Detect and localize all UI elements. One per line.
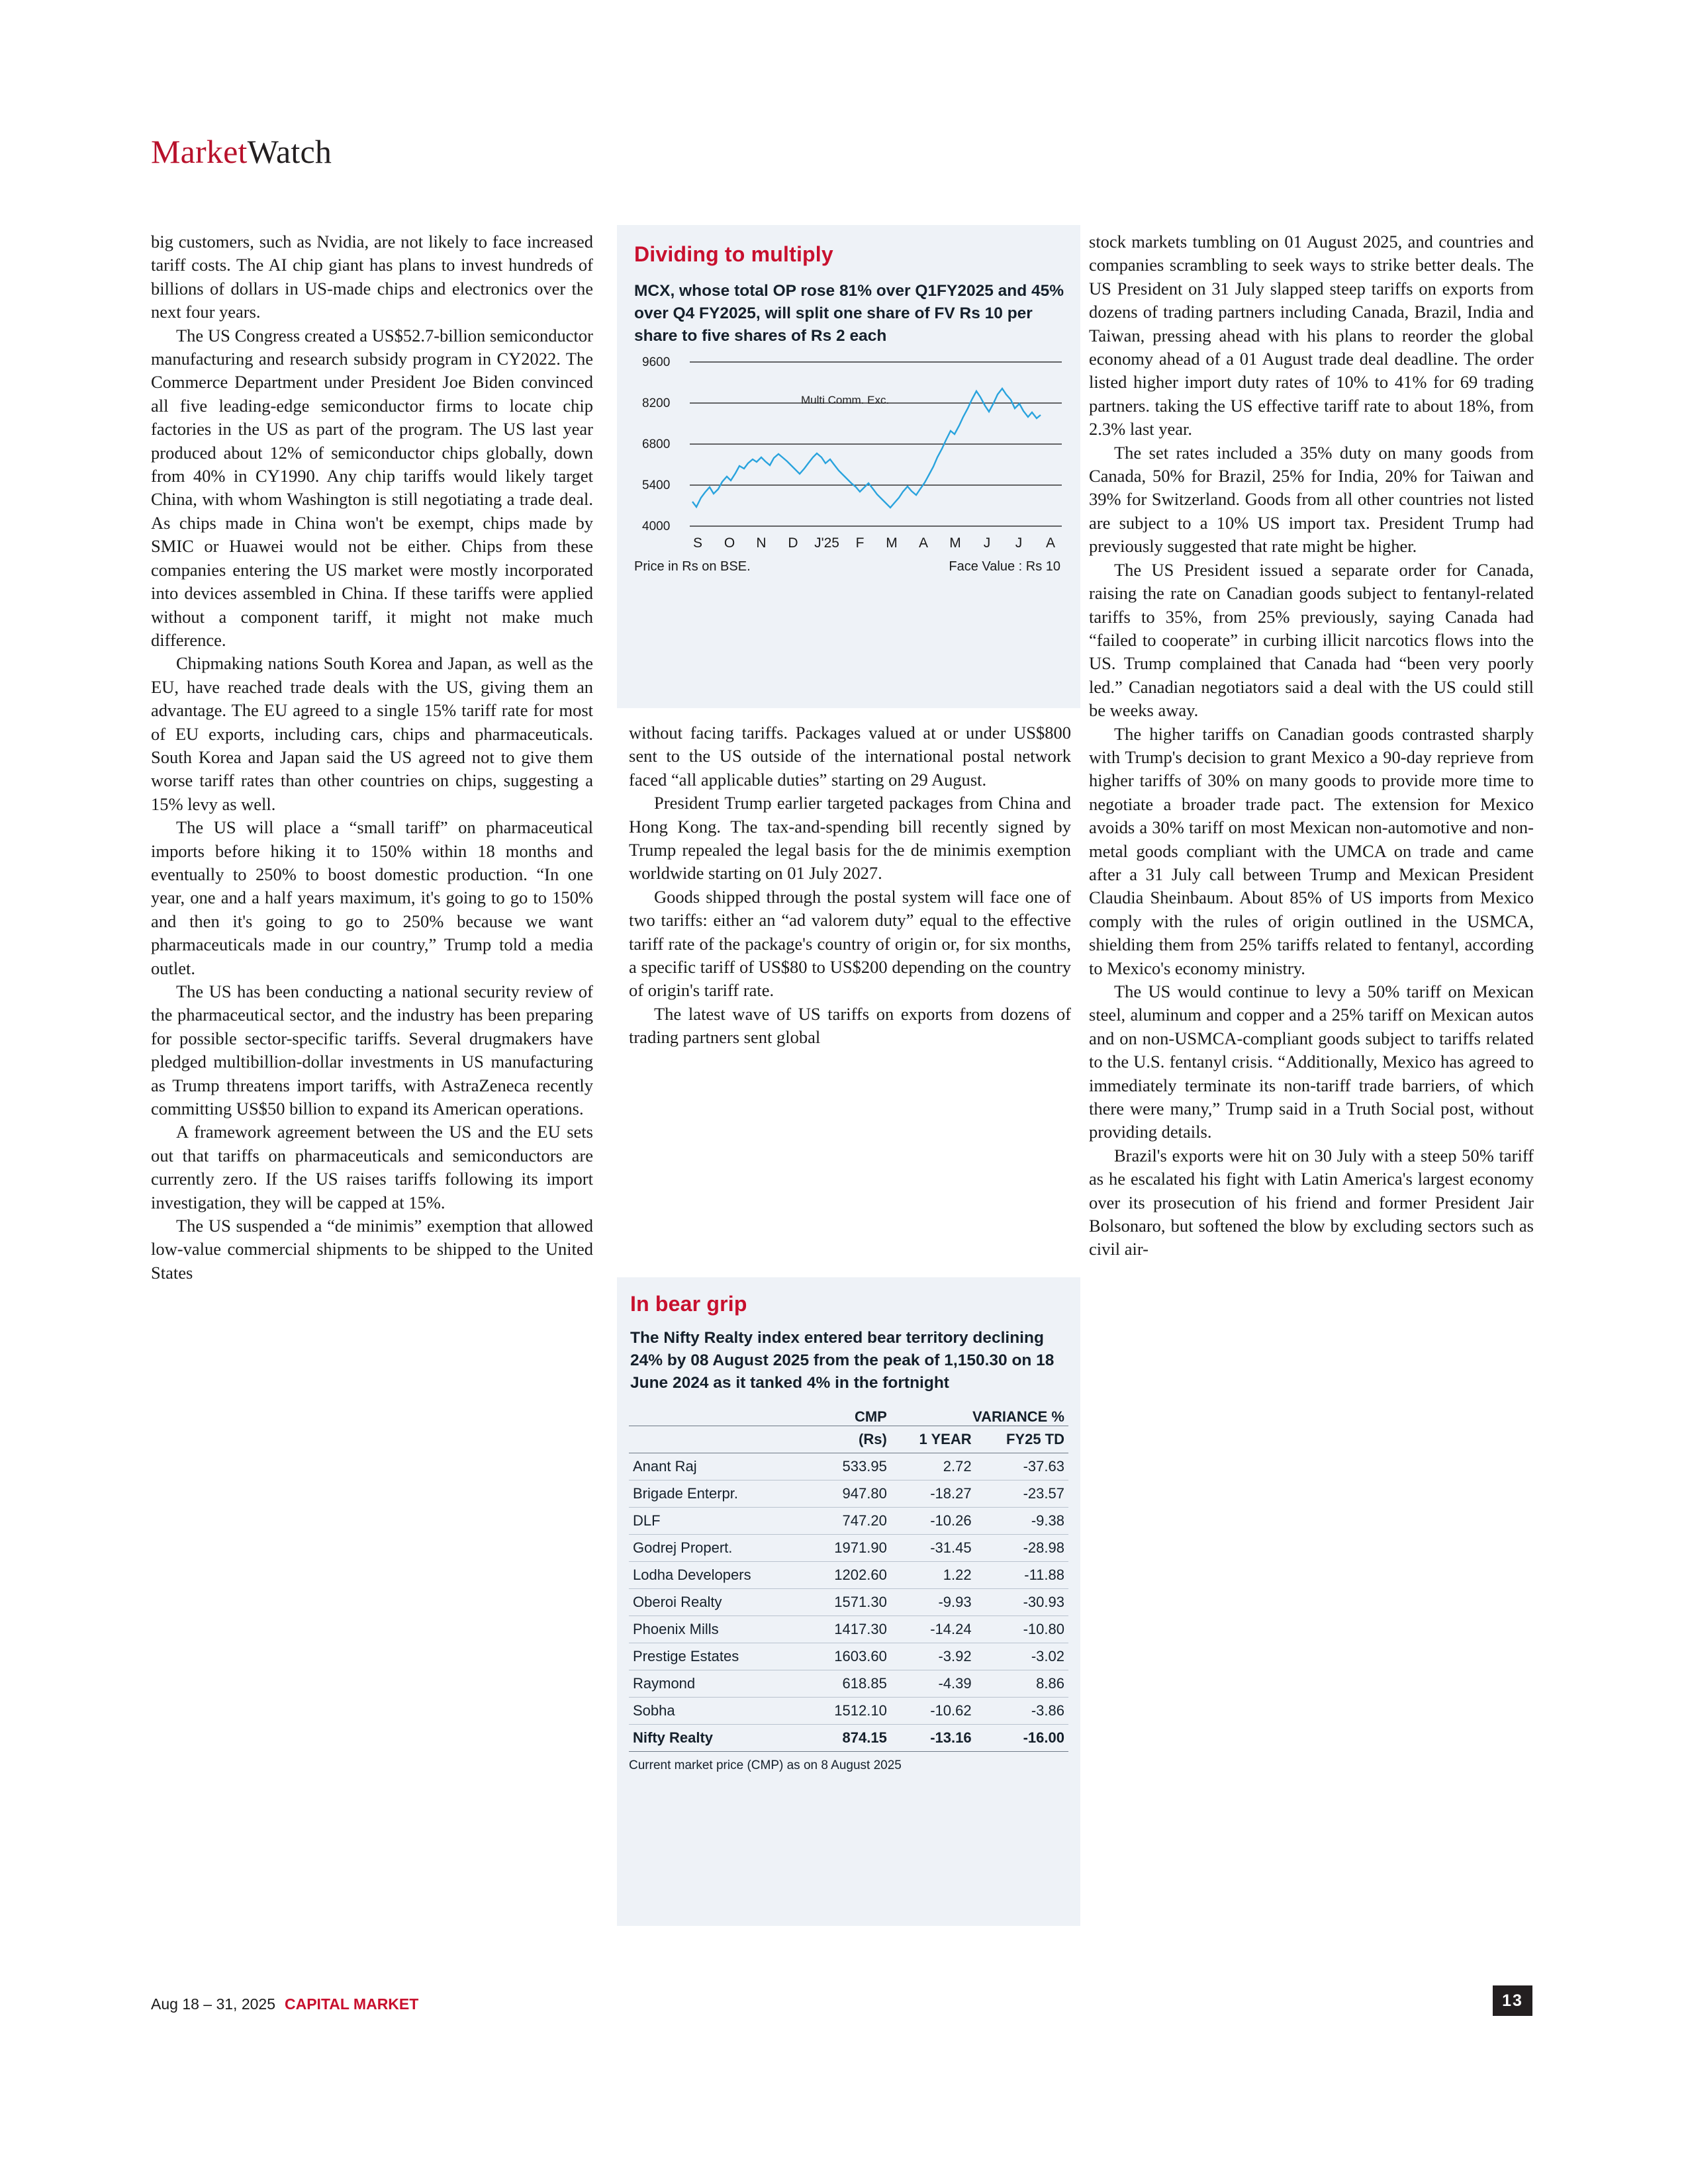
chart-x-axis bbox=[634, 535, 1064, 553]
footer-publication: CAPITAL MARKET bbox=[285, 1995, 419, 2013]
cell-cmp: 1512.10 bbox=[806, 1698, 890, 1725]
table-row bbox=[629, 1616, 1068, 1643]
th-variance-group: VARIANCE % bbox=[891, 1404, 1068, 1426]
cell-fy25td: -10.80 bbox=[976, 1616, 1068, 1643]
table-header-group-row bbox=[629, 1404, 1068, 1426]
table-row bbox=[629, 1535, 1068, 1562]
cell-1year: -4.39 bbox=[891, 1670, 976, 1698]
cell-1year: -31.45 bbox=[891, 1535, 976, 1562]
paragraph: President Trump earlier targeted packages from China and Hong Kong. The tax-and-spending bill recently signed by Trump repealed the legal basis for the de minimis exemption worldwide starting on 01 July 2027. bbox=[629, 793, 1071, 884]
chart-footnote-right: Face Value : Rs 10 bbox=[949, 559, 1060, 574]
footer-dates: Aug 18 – 31, 2025 bbox=[151, 1995, 275, 2013]
chart-footnote-left: Price in Rs on BSE. bbox=[634, 559, 751, 574]
table-row bbox=[629, 1670, 1068, 1698]
xtick: N bbox=[756, 535, 767, 551]
cell-1year: 1.22 bbox=[891, 1562, 976, 1589]
xtick: S bbox=[692, 535, 703, 551]
masthead-watch: Watch bbox=[247, 133, 332, 170]
article-column-1 bbox=[151, 230, 593, 1285]
table-row bbox=[629, 1453, 1068, 1480]
cell-company: Brigade Enterpr. bbox=[629, 1480, 806, 1508]
table-row bbox=[629, 1643, 1068, 1670]
chart-panel-subtitle: MCX, whose total OP rose 81% over Q1FY2025 and 45% over Q4 FY2025, will split one share of FV Rs 10 per share to five shares of Rs 2 each bbox=[634, 282, 1064, 345]
svg-text:5400: 5400 bbox=[642, 478, 671, 492]
cell-fy25td: -11.88 bbox=[976, 1562, 1068, 1589]
cell-fy25td: -16.00 bbox=[976, 1725, 1068, 1752]
cell-1year: -9.93 bbox=[891, 1589, 976, 1616]
table-row bbox=[629, 1480, 1068, 1508]
masthead-market: Market bbox=[151, 133, 248, 170]
cell-company: Lodha Developers bbox=[629, 1562, 806, 1589]
table-row bbox=[629, 1562, 1068, 1589]
xtick: J'25 bbox=[814, 535, 839, 551]
cell-1year: -10.26 bbox=[891, 1508, 976, 1535]
cell-company: Sobha bbox=[629, 1698, 806, 1725]
svg-text:4000: 4000 bbox=[642, 520, 671, 533]
cell-fy25td: -28.98 bbox=[976, 1535, 1068, 1562]
paragraph: The set rates included a 35% duty on many goods from Canada, 50% for Brazil, 25% for India, 20% for Taiwan and 39% for Switzerland. Goods from all other countries not listed are subject to a 10% US import tax. President Trump had previously suggested that rate might be higher. bbox=[1089, 442, 1534, 557]
cell-1year: -13.16 bbox=[891, 1725, 976, 1752]
paragraph: A framework agreement between the US and the EU sets out that tariffs on pharmaceuticals and semiconductors are currently zero. If the US raises tariffs following its import investigation, they will be capped at 15%. bbox=[151, 1122, 593, 1212]
table-head bbox=[629, 1404, 1068, 1453]
cell-cmp: 1571.30 bbox=[806, 1589, 890, 1616]
article-column-2-top bbox=[629, 721, 1071, 1050]
xtick: M bbox=[949, 535, 961, 551]
cell-cmp: 533.95 bbox=[806, 1453, 890, 1480]
xtick: J bbox=[1015, 535, 1023, 551]
cell-fy25td: -3.02 bbox=[976, 1643, 1068, 1670]
paragraph: Brazil's exports were hit on 30 July with a steep 50% tariff as he escalated his fight with Latin America's largest economy over its prosecution of his friend and former President Jair Bolsonaro, but softened the blow by excluding sectors such as civil air- bbox=[1089, 1145, 1534, 1259]
paragraph: The US will place a “small tariff” on pharmaceutical imports before hiking it to 150% within 18 months and eventually to 250% to boost domestic production. “In one year, one and a half years maximum, it's going to go to 150% and then it's going to go to 250% because we want pharmaceuticals made in our country,” Trump told a media outlet. bbox=[151, 817, 593, 978]
xtick: O bbox=[724, 535, 735, 551]
chart-panel bbox=[617, 225, 1080, 708]
cell-cmp: 1603.60 bbox=[806, 1643, 890, 1670]
cell-1year: -18.27 bbox=[891, 1480, 976, 1508]
page-title bbox=[151, 132, 332, 171]
chart-series-label: Multi Comm. Exc. bbox=[801, 394, 890, 406]
paragraph: Goods shipped through the postal system will face one of two tariffs: either an “ad valorem duty” equal to the effective tariff rate of the package's country of origin or, for six months, a specific tariff of US$80 to US$200 depending on the country of origin's tariff rate. bbox=[629, 886, 1071, 1001]
th-1year: 1 YEAR bbox=[891, 1426, 976, 1453]
table-panel-title: In bear grip bbox=[630, 1292, 747, 1316]
table-total-row bbox=[629, 1725, 1068, 1752]
mcx-price-chart bbox=[634, 357, 1064, 535]
cell-company: Godrej Propert. bbox=[629, 1535, 806, 1562]
cell-cmp: 618.85 bbox=[806, 1670, 890, 1698]
paragraph: The US has been conducting a national security review of the pharmaceutical sector, and the industry has been preparing for possible sector-specific tariffs. Several drugmakers have pledged multibillion-dollar investments in US manufacturing as Trump threatens import tariffs, with AstraZeneca recently committing US$50 billion to expand its American operations. bbox=[151, 981, 593, 1119]
paragraph: The US would continue to levy a 50% tariff on Mexican steel, aluminum and copper and a 25% tariff on Mexican autos and on non-USMCA-compliant goods subject to tariffs related to the U.S. fentanyl crisis. “Additionally, Mexico has agreed to immediately terminate its non-tariff trade barriers, of which there were many,” Trump said in a Truth Social post, without providing details. bbox=[1089, 981, 1534, 1142]
table-body bbox=[629, 1453, 1068, 1752]
paragraph: stock markets tumbling on 01 August 2025, and countries and companies scrambling to seek ways to strike better deals. The US President on 31 July slapped steep tariffs on exports from dozens of trading partners including Canada, Brazil, India and Taiwan, pressing ahead with his plans to reorder the global economy ahead of a 01 August trade deal deadline. The order listed higher import duty rates of 10% to 41% for 69 trading partners. taking the US effective tariff rate to about 18%, from 2.3% last year. bbox=[1089, 232, 1534, 439]
th-fy25td: FY25 TD bbox=[976, 1426, 1068, 1453]
cell-fy25td: -23.57 bbox=[976, 1480, 1068, 1508]
xtick: A bbox=[918, 535, 929, 551]
paragraph: The US suspended a “de minimis” exemption that allowed low-value commercial shipments to be shipped to the United States bbox=[151, 1216, 593, 1283]
paragraph: The US Congress created a US$52.7-billion semiconductor manufacturing and research subsidy program in CY2022. The Commerce Department under President Joe Biden convinced all five leading-edge semiconductor firms to locate chip factories in the US as part of the program. The US last year produced about 12% of semiconductor chips globally, down from 40% in CY1990. Any chip tariffs would likely target China, with whom Washington is still negotiating a trade deal. As chips made in China won't be exempt, chips made by SMIC or Huawei would not be either. Chips from these companies entering the US market were mostly incorporated into devices assembled in China. If these tariffs were applied without a component tariff, it might not make much difference. bbox=[151, 325, 593, 650]
paragraph: The latest wave of US tariffs on exports from dozens of trading partners sent global bbox=[629, 1003, 1071, 1048]
paragraph: big customers, such as Nvidia, are not likely to face increased tariff costs. The AI chip giant has plans to invest hundreds of billions of dollars in US-made chips and electronics over the next four years. bbox=[151, 232, 593, 322]
cell-1year: -14.24 bbox=[891, 1616, 976, 1643]
cell-company: Oberoi Realty bbox=[629, 1589, 806, 1616]
xtick: A bbox=[1045, 535, 1056, 551]
xtick: M bbox=[886, 535, 898, 551]
th-rs: (Rs) bbox=[806, 1426, 890, 1453]
cell-fy25td: -37.63 bbox=[976, 1453, 1068, 1480]
cell-fy25td: 8.86 bbox=[976, 1670, 1068, 1698]
xtick: F bbox=[855, 535, 865, 551]
cell-cmp: 874.15 bbox=[806, 1725, 890, 1752]
svg-text:6800: 6800 bbox=[642, 437, 671, 451]
article-column-3 bbox=[1089, 230, 1534, 1261]
table-panel-subtitle: The Nifty Realty index entered bear territory declining 24% by 08 August 2025 from the peak of 1,150.30 on 18 June 2024 as it tanked 4% in the fortnight bbox=[630, 1329, 1055, 1392]
cell-fy25td: -9.38 bbox=[976, 1508, 1068, 1535]
svg-text:9600: 9600 bbox=[642, 357, 671, 369]
realty-table-panel bbox=[617, 1277, 1080, 1926]
th-company bbox=[629, 1426, 806, 1453]
svg-text:8200: 8200 bbox=[642, 396, 671, 410]
cell-fy25td: -30.93 bbox=[976, 1589, 1068, 1616]
cell-company: Raymond bbox=[629, 1670, 806, 1698]
table-row bbox=[629, 1589, 1068, 1616]
cell-company: Anant Raj bbox=[629, 1453, 806, 1480]
realty-index-table bbox=[629, 1404, 1068, 1752]
cell-1year: -10.62 bbox=[891, 1698, 976, 1725]
page-number: 13 bbox=[1493, 1985, 1532, 2016]
table-row bbox=[629, 1508, 1068, 1535]
cell-fy25td: -3.86 bbox=[976, 1698, 1068, 1725]
cell-cmp: 947.80 bbox=[806, 1480, 890, 1508]
cell-company: Prestige Estates bbox=[629, 1643, 806, 1670]
cell-company: Phoenix Mills bbox=[629, 1616, 806, 1643]
th-spacer bbox=[629, 1404, 806, 1426]
paragraph: without facing tariffs. Packages valued at or under US$800 sent to the US outside of the international postal network faced “all applicable duties” starting on 29 August. bbox=[629, 723, 1071, 790]
page-footer bbox=[151, 1995, 418, 2013]
cell-1year: -3.92 bbox=[891, 1643, 976, 1670]
table-row bbox=[629, 1698, 1068, 1725]
paragraph: Chipmaking nations South Korea and Japan, as well as the EU, have reached trade deals with the US, giving them an advantage. The EU agreed to a single 15% tariff rate for most of EU exports, including cars, chips and pharmaceuticals. South Korea and Japan said the US agreed not to give them worse tariff rates than other countries on chips, suggesting a 15% levy as well. bbox=[151, 653, 593, 814]
chart-svg bbox=[634, 357, 1064, 535]
cell-cmp: 1417.30 bbox=[806, 1616, 890, 1643]
cell-company: Nifty Realty bbox=[629, 1725, 806, 1752]
cell-company: DLF bbox=[629, 1508, 806, 1535]
chart-footnotes bbox=[633, 559, 1064, 574]
cell-cmp: 1202.60 bbox=[806, 1562, 890, 1589]
chart-panel-title: Dividing to multiply bbox=[634, 242, 833, 266]
cell-1year: 2.72 bbox=[891, 1453, 976, 1480]
xtick: J bbox=[983, 535, 991, 551]
table-note: Current market price (CMP) as on 8 August 2025 bbox=[629, 1758, 902, 1772]
table-header-row bbox=[629, 1426, 1068, 1453]
xtick: D bbox=[788, 535, 798, 551]
th-cmp-group: CMP bbox=[806, 1404, 890, 1426]
paragraph: The US President issued a separate order for Canada, raising the rate on Canadian goods subject to fentanyl-related tariffs to 35%, from 25% previously, saying Canada had “failed to cooperate” in curbing illicit narcotics flows into the US. Trump complained that Canada had “been very poorly led.” Canadian negotiators said a deal with the US could still be weeks away. bbox=[1089, 559, 1534, 721]
cell-cmp: 1971.90 bbox=[806, 1535, 890, 1562]
paragraph: The higher tariffs on Canadian goods contrasted sharply with Trump's decision to grant Mexico a 90-day reprieve from higher tariffs of 30% on many goods to provide more time to negotiate a broader trade pact. The extension for Mexico avoids a 30% tariff on most Mexican non-automotive and non-metal goods compliant with the UMCA on trade and came after a 31 July call between Trump and Mexican President Claudia Sheinbaum. About 85% of US imports from Mexico comply with the rules of origin outlined in the USMCA, shielding them from 25% tariffs related to fentanyl, according to Mexico's economy ministry. bbox=[1089, 723, 1534, 978]
cell-cmp: 747.20 bbox=[806, 1508, 890, 1535]
